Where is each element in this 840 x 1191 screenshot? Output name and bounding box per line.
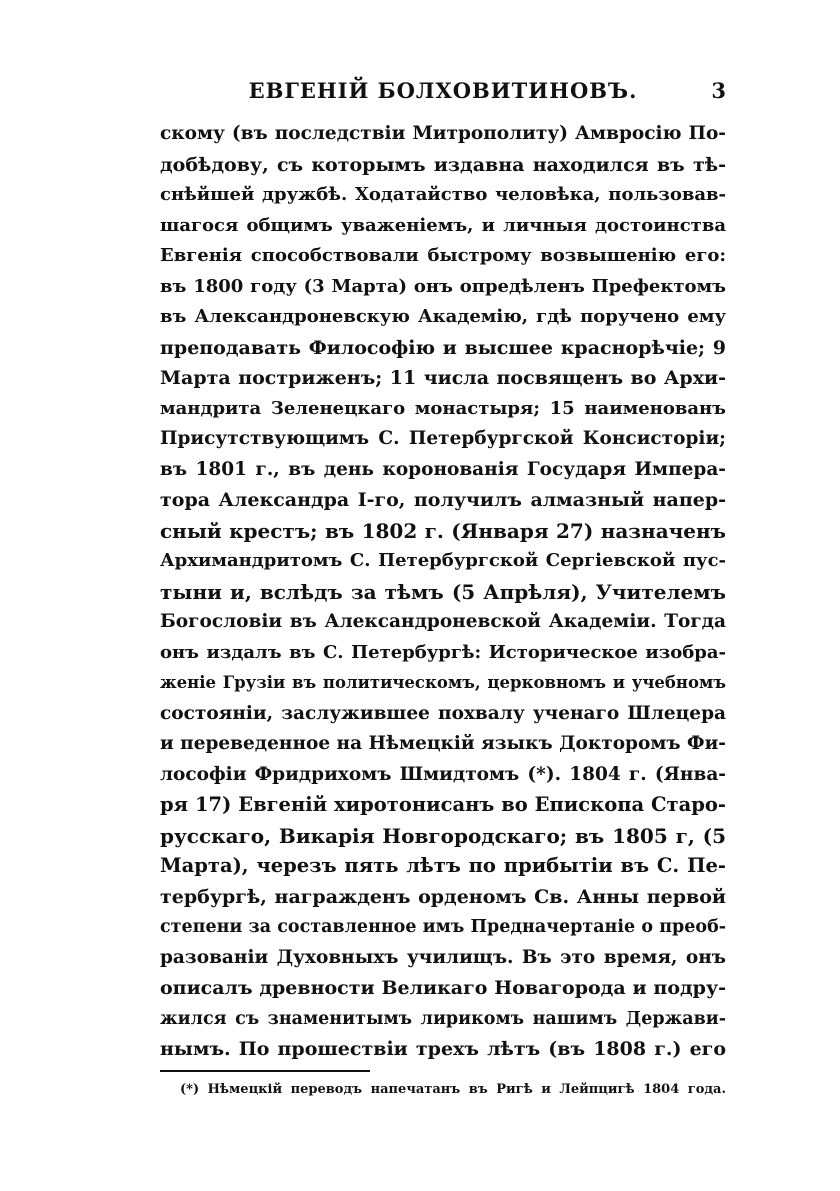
text-line: добѣдову, съ которымъ издавна находился въ тѣ-	[160, 153, 726, 176]
text-line: въ 1800 году (3 Марта) онъ опредѣленъ Префектомъ	[160, 275, 726, 297]
text-line: жился съ знаменитымъ лирикомъ нашимъ Держави-	[160, 1008, 726, 1029]
text-line: Марта), черезъ пять лѣтъ по прибытіи въ С. Пе-	[160, 854, 726, 877]
text-line: мандрита Зеленецкаго монастыря; 15 наименованъ	[160, 397, 726, 419]
footnote-divider	[160, 1070, 370, 1072]
page-header	[160, 78, 726, 108]
page-number: 3	[711, 78, 726, 103]
text-line: въ 1801 г., въ день коронованія Государя Импера-	[160, 458, 726, 480]
text-line: преподавать Философію и высшее краснорѣчіе; 9	[160, 336, 726, 359]
text-line: Архимандритомъ С. Петербургской Сергіевской пус-	[160, 550, 726, 571]
text-line: и переведенное на Нѣмецкій языкъ Докторомъ Фи-	[160, 733, 726, 754]
text-line: разованіи Духовныхъ училищъ. Въ это время, онъ	[160, 946, 726, 968]
running-title: ЕВГЕНІЙ БОЛХОВИТИНОВЪ.	[248, 78, 638, 103]
text-line: лософіи Фридрихомъ Шмидтомъ (*). 1804 г. (Янва-	[160, 763, 726, 785]
text-line: онъ издалъ въ С. Петербургѣ: Историческое изобра-	[160, 641, 726, 663]
text-line: русскаго, Викарія Новгородскаго; въ 1805 г, (5	[160, 823, 726, 848]
text-line: шагося общимъ уваженіемъ, и личныя достоинства	[160, 214, 726, 236]
text-line: тора Александра I-го, получилъ алмазный напер-	[160, 489, 726, 511]
text-line: тербургѣ, награжденъ орденомъ Св. Анны первой	[160, 885, 726, 908]
text-line: описалъ древности Великаго Новагорода и подру-	[160, 977, 726, 999]
text-line: Марта постриженъ; 11 числа посвященъ во Архи-	[160, 367, 726, 389]
text-line: снѣйшей дружбѣ. Ходатайство человѣка, пользовав-	[160, 184, 726, 205]
text-line: степени за составленное имъ Предначертаніе о преоб-	[160, 917, 726, 937]
text-line: Присутствующимъ С. Петербургской Консисторіи;	[160, 428, 726, 449]
text-line: женіе Грузіи въ политическомъ, церковномъ и учебномъ	[160, 673, 726, 692]
text-line: сный крестъ; въ 1802 г. (Января 27) назначенъ	[160, 518, 726, 543]
text-line: Богословіи въ Александроневской Академіи. Тогда	[160, 611, 726, 632]
text-line: скому (въ последствіи Митрополиту) Амвросію По-	[160, 123, 726, 144]
text-line: Евгенія способствовали быстрому возвышенію его:	[160, 245, 726, 266]
text-line: въ Александроневскую Академію, гдѣ поручено ему	[160, 306, 726, 327]
text-line: тыни и, вслѣдъ за тѣмъ (5 Апрѣля), Учителемъ	[160, 579, 726, 604]
footnote: (*) Нѣмецкій переводъ напечатанъ въ Ригѣ и Лейпцигѣ 1804 года.	[180, 1082, 726, 1097]
text-line: состояніи, заслужившее похвалу ученаго Шлецера	[160, 702, 726, 724]
text-line: нымъ. По прошествіи трехъ лѣтъ (въ 1808 г.) его	[160, 1038, 726, 1060]
body-text	[160, 119, 726, 1065]
text-line: ря 17) Евгеній хиротонисанъ во Епископа Старо-	[160, 793, 726, 816]
